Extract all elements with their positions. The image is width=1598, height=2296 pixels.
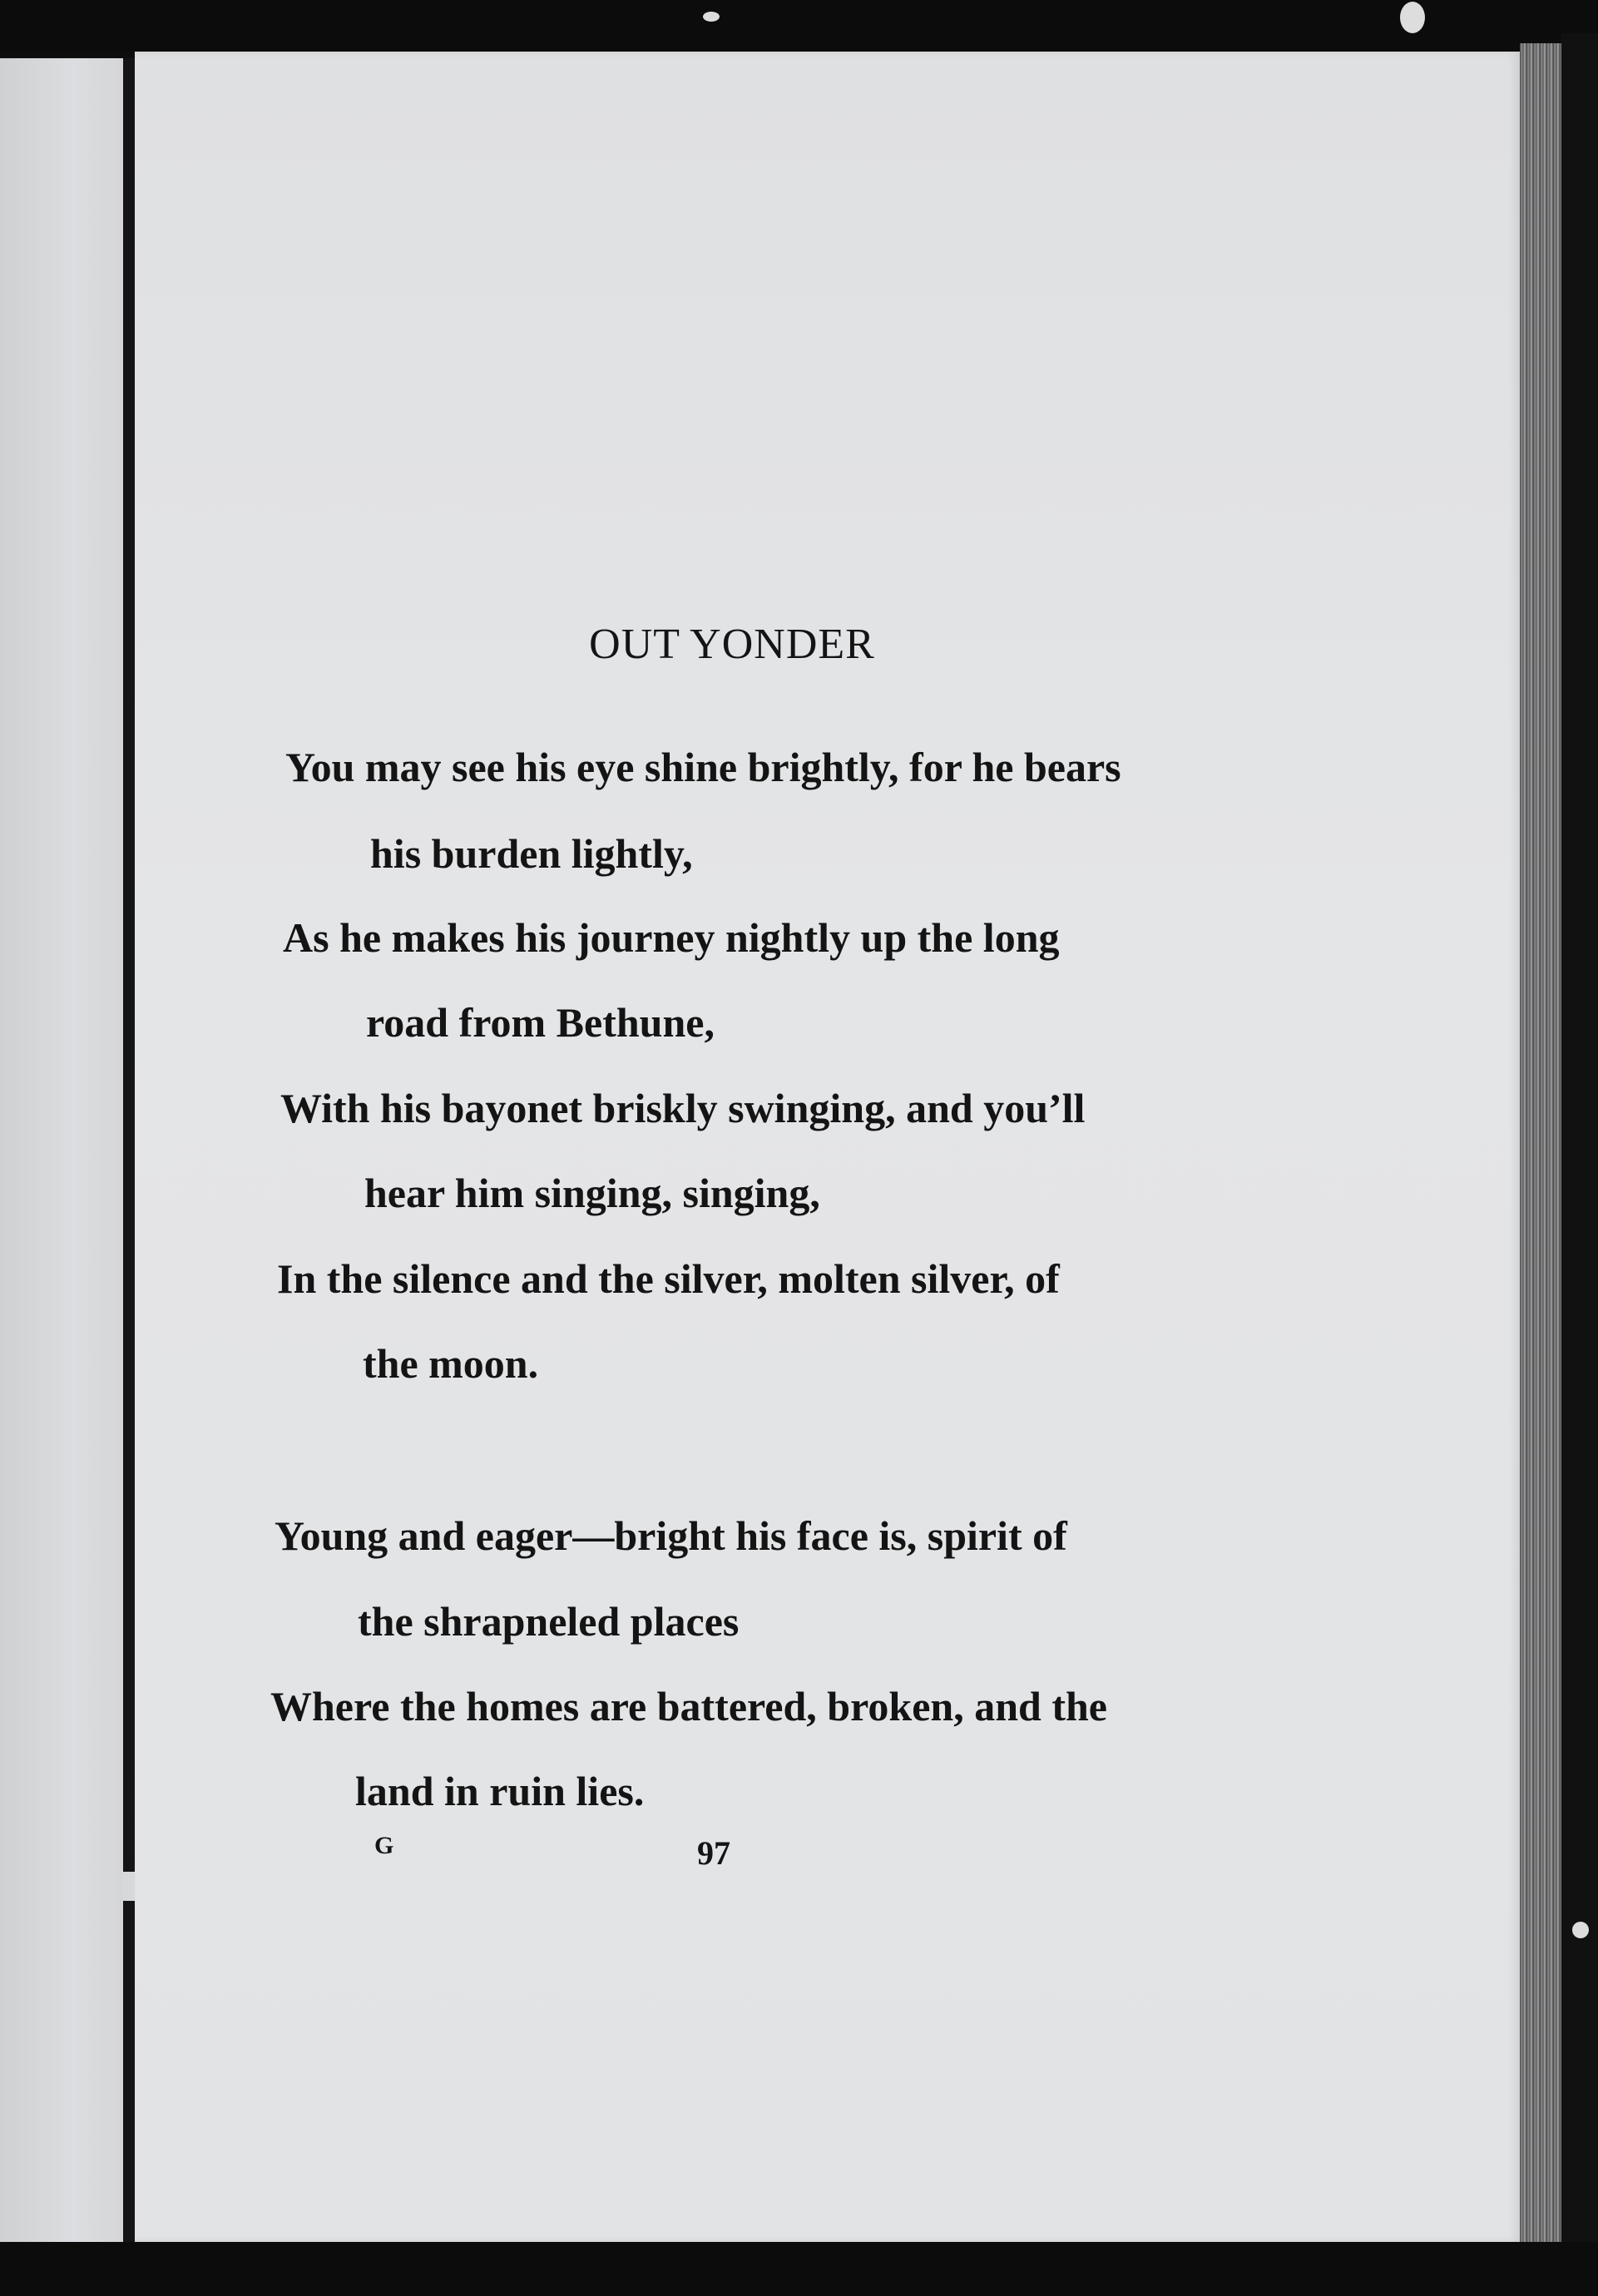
scan-speck (1400, 2, 1425, 33)
poem-line: You may see his eye shine brightly, for he bears (285, 744, 1121, 790)
page-number: 97 (697, 1834, 730, 1872)
poem-line: the shrapneled places (358, 1598, 740, 1645)
gutter-gap (123, 1872, 135, 1901)
book-page (135, 52, 1520, 2242)
signature-mark: G (374, 1832, 394, 1859)
facing-page-edge (0, 58, 123, 2242)
scan-top-border (0, 0, 1598, 52)
page-stack-edge (1520, 43, 1561, 2248)
poem-line: Where the homes are battered, broken, and the (270, 1683, 1107, 1729)
poem-title: OUT YONDER (589, 621, 875, 668)
poem-line: his burden lightly, (370, 830, 693, 877)
scan-speck (703, 12, 720, 22)
poem-line: As he makes his journey nightly up the long (283, 914, 1060, 961)
poem-line: With his bayonet briskly swinging, and you’ll (280, 1085, 1086, 1131)
poem-line: Young and eager—bright his face is, spirit of (275, 1512, 1067, 1559)
gutter-line (123, 58, 135, 2242)
poem-line: hear him singing, singing, (364, 1170, 820, 1216)
poem-line: the moon. (363, 1340, 539, 1387)
scan-bottom-border (0, 2242, 1598, 2296)
poem-line: road from Bethune, (366, 999, 715, 1046)
poem-line: In the silence and the silver, molten silver, of (277, 1255, 1060, 1302)
scan-speck (1572, 1922, 1589, 1938)
poem-line: land in ruin lies. (355, 1768, 645, 1814)
